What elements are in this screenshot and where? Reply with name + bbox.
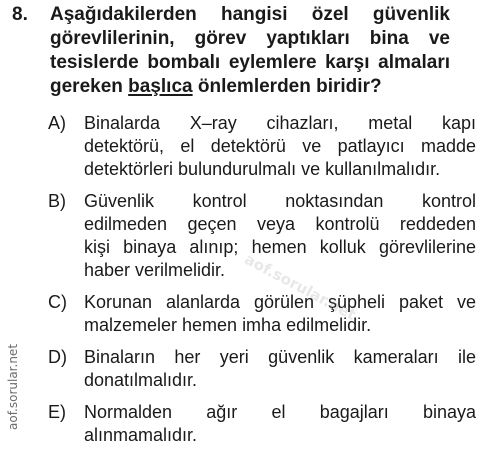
stem-text: önlemlerden biridir? [192,76,382,97]
option-line: malzemeler hemen imha edilmelidir. [84,315,372,335]
diagonal-watermark: aof.sorular.net [241,250,359,324]
option-line: Binalarda X–ray cihazları, metal kapı [84,113,476,133]
stem-line: tesislerde bombalı eylemlere karşı almaları [50,52,450,73]
question-stem [50,3,450,99]
option-line: Korunan alanlarda görülen şüpheli paket ve [84,292,476,312]
stem-line [50,75,450,99]
option-line: donatılmalıdır. [84,370,198,390]
option-text [84,291,476,337]
option-a[interactable] [48,112,476,181]
option-c[interactable] [48,291,476,337]
option-letter: C) [48,292,67,312]
option-letter: D) [48,347,67,367]
option-text [84,346,476,392]
option-letter: E) [48,402,66,422]
stem-text: gereken [50,76,129,97]
stem-emphasis: başlıca [128,76,193,97]
option-line: edilmeden geçen veya kontrolü reddeden [84,214,476,234]
option-line: detektörleri bulundurulmalı ve kullanılmalıdır. [84,159,441,179]
option-d[interactable] [48,346,476,392]
option-letter: A) [48,113,66,133]
option-line: haber verilmelidir. [84,260,226,280]
stem-line: Aşağıdakilerden hangisi özel güvenlik [50,4,450,25]
option-line: detektörü, el detektörü ve patlayıcı madde [84,136,476,156]
side-watermark: aof.sorular.net [6,343,20,430]
option-text [84,401,476,447]
stem-line: görevlilerinin, görev yaptıkları bina ve [50,28,450,49]
option-letter: B) [48,191,66,211]
option-text [84,112,476,181]
option-e[interactable] [48,401,476,447]
question-number: 8. [12,4,28,25]
option-line: kişi binaya alınıp; hemen kolluk görevlilerine [84,237,476,257]
option-line: alınmamalıdır. [84,425,198,445]
option-line: Binaların her yeri güvenlik kameraları ile [84,347,476,367]
option-line: Normalden ağır el bagajları binaya [84,402,476,422]
option-line: Güvenlik kontrol noktasından kontrol [84,191,476,211]
answer-options [48,112,476,456]
